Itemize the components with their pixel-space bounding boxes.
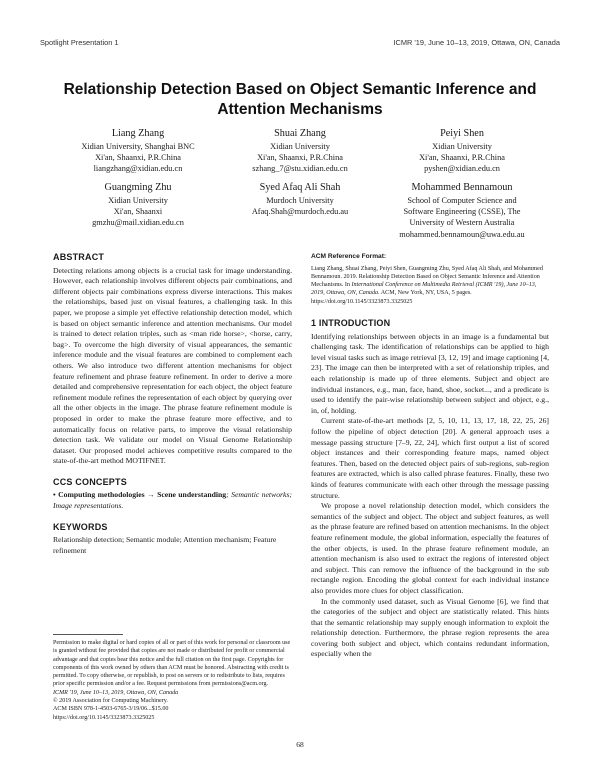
author-email: liangzhang@xidian.edu.cn xyxy=(93,164,183,174)
intro-paragraph-2: Current state-of-the-art methods [2, 5, 10, 11, 13, 17, 18, 22, 25, 26] follow the pipeline of object detection [20]. A general approach uses a message passing structure [7–9, 22, 24], which first output a list of scored object instances and their corresponding feature maps, named object features. Then, based on the detected object pairs of sub-regions, sub-region features are extracted, which is also called phrase features. Finally, these two kinds of features communicate with each other through the message passing structure. xyxy=(311,416,549,500)
author-affiliation-cont: Software Engineering (CSSE), The xyxy=(403,207,521,217)
author-location: Xi'an, Shaanxi, P.R.China xyxy=(257,153,343,163)
author-email: Afaq.Shah@murdoch.edu.au xyxy=(251,207,349,217)
introduction-heading: 1 INTRODUCTION xyxy=(311,318,391,329)
author-name: Liang Zhang xyxy=(111,128,165,139)
author-name: Shuai Zhang xyxy=(274,128,326,139)
author-email: szhang_7@stu.xidian.edu.cn xyxy=(252,164,348,174)
author-affiliation: Xidian University xyxy=(432,142,492,151)
author-location: Xi'an, Shaanxi, P.R.China xyxy=(419,153,505,163)
author-email: mohammed.bennamoun@uwa.edu.au xyxy=(399,229,525,239)
author-affiliation: Xidian University xyxy=(270,142,330,151)
footnote-rule xyxy=(53,634,123,635)
running-header-right: ICMR '19, June 10–13, 2019, Ottawa, ON, Canada xyxy=(393,38,560,47)
author-block-4 xyxy=(53,181,223,229)
author-block-2 xyxy=(215,127,385,175)
author-block-6 xyxy=(377,181,547,240)
ccs-heading: CCS CONCEPTS xyxy=(53,476,127,487)
author-name: Guangming Zhu xyxy=(104,182,172,193)
author-affiliation: School of Computer Science and xyxy=(407,196,517,205)
permission-text: Permission to make digital or hard copies of all or part of this work for personal or classroom use is granted without fee provided that copies are not made or distributed for profit or commercial advantage and that copies bear this notice and the full citation on the first page. Copyrights for components of this work owned by others than ACM must be honored. Abstracting with credit is permitted. To copy otherwise, or republish, to post on servers or to redistribute to lists, requires prior specific permission and/or a fee. Request permissions from permissions@acm.org. xyxy=(53,640,291,688)
keywords-heading: KEYWORDS xyxy=(53,521,108,532)
abstract-text: Detecting relations among objects is a crucial task for image understanding. However, each relationship involves different objects pair combinations, and different objects pair combinations express diverse interactions. This makes the relationships, based just on visual features, a challenging task. In this paper, we propose a simple yet effective relationship detection model, which is based on object semantic inference and attention mechanisms. Our model is trained to detect relation triples, such as <man ride horse>, <horse, carry, bag>. To overcome the high diversity of visual appearances, the semantic inference module and the visual features are combined to complement each others. We also introduce two different attention mechanisms for object feature refinement and phrase feature refinement. In order to derive a more detailed and comprehensive representation for each object, the object feature refinement module refines the representation of each object by querying over all the other objects in the image. The phrase feature refinement module is proposed in order to make the phrase feature more effective, and to automatically focus on relative parts, to improve the visual relationship detection task. We validate our model on Visual Genome Relationship dataset. Our proposed model achieves competitive results compared to the state-of-the-art method MOTIFNET. xyxy=(53,265,292,466)
author-email: gmzhu@mail.xidian.edu.cn xyxy=(92,218,184,228)
author-affiliation-cont: University of Western Australia xyxy=(409,218,515,228)
permission-doi: https://doi.org/10.1145/3323873.3325025 xyxy=(53,714,155,721)
author-name: Mohammed Bennamoun xyxy=(411,182,513,193)
author-affiliation: Xidian University, Shanghai BNC xyxy=(81,142,195,151)
permission-copyright: © 2019 Association for Computing Machinery. xyxy=(53,698,168,705)
permission-venue: ICMR '19, June 10–13, 2019, Ottawa, ON, Canada xyxy=(53,689,179,696)
acm-reference-venue: International Conference on Multimedia Retrieval (ICMR '19), June 10–13, 2019, Ottawa, ON, Canada. xyxy=(311,282,537,297)
author-affiliation: Murdoch University xyxy=(266,196,334,205)
permission-isbn: ACM ISBN 978-1-4503-6765-3/19/06...$15.00 xyxy=(53,706,169,713)
keywords-text: Relationship detection; Semantic module; Attention mechanism; Feature refinement xyxy=(53,535,277,555)
author-block-3 xyxy=(377,127,547,175)
author-affiliation: Xidian University xyxy=(108,196,168,205)
permission-block xyxy=(53,634,292,722)
ccs-secondary: ; Semantic networks; Image representations. xyxy=(53,490,292,511)
author-block-1 xyxy=(53,127,223,175)
running-header-left: Spotlight Presentation 1 xyxy=(40,38,119,47)
intro-paragraph-4: In the commonly used dataset, such as Visual Genome [6], we find that the categories of the subject and object are statistically related. This hints that the semantic relationship may supply enough information to exploit the relationship detection. Furthermore, the phrase region represents the area covering both subject and object, which contains redundant information, especially when the xyxy=(311,596,549,659)
ccs-text xyxy=(53,490,292,511)
acm-reference-text xyxy=(311,265,549,306)
author-name: Peiyi Shen xyxy=(440,128,484,139)
author-name: Syed Afaq Ali Shah xyxy=(259,182,341,193)
acm-reference-heading: ACM Reference Format: xyxy=(311,253,387,260)
right-column xyxy=(311,252,549,660)
paper-title: Relationship Detection Based on Object Semantic Inference and Attention Mechanisms xyxy=(63,81,537,118)
acm-reference-authors: Liang Zhang, Shuai Zhang, Peiyi Shen, Guangming Zhu, Syed Afaq Ali Shah, and Mohammed Bennamoun. 2019. Relationship Detection Based on Object Semantic Inference and Attention Mechanisms. In xyxy=(311,265,543,289)
ccs-primary: • Computing methodologies → Scene understanding xyxy=(53,490,227,500)
author-location: Xi'an, Shaanxi, P.R.China xyxy=(95,153,181,163)
intro-paragraph-3: We propose a novel relationship detection model, which considers the semantics of the subject and object. The object and subject features, as well as the phrase feature are refined based on attention mechanisms. In the object feature refinement module, the global information, especially the features of the other objects, is used. In the phrase feature refinement module, an attention mechanism is also used to extract the regions of interested object and subject. This can remove the influence of the background in the sub rectangle region. Encoding the global context for each individual instance also provides more clues for object classification. xyxy=(311,501,550,595)
page-number: 68 xyxy=(296,740,304,749)
author-block-5 xyxy=(215,181,385,217)
left-column xyxy=(53,252,292,556)
abstract-heading: ABSTRACT xyxy=(53,252,105,262)
acm-reference-publisher: ACM, New York, NY, USA, 5 pages. https://doi.org/10.1145/3323873.3325025 xyxy=(311,290,472,305)
intro-paragraph-1: Identifying relationships between objects in an image is a fundamental but challenging task. The identification of relationships can be applied to high level visual tasks such as image retrieval [3, 12, 19] and image captioning [4, 23]. The image can then be interpreted with a set of relationship triples, and each relationship is made up of three elements. Subject and object are individual instances, e.g., man, face, hand, shoe, socket..., and a predicate is used to identify the pair-wise relationship between subject and object, e.g., in, of, holding. xyxy=(311,331,549,415)
author-location: Xi'an, Shaanxi xyxy=(113,207,163,217)
author-email: pyshen@xidian.edu.cn xyxy=(424,164,500,174)
